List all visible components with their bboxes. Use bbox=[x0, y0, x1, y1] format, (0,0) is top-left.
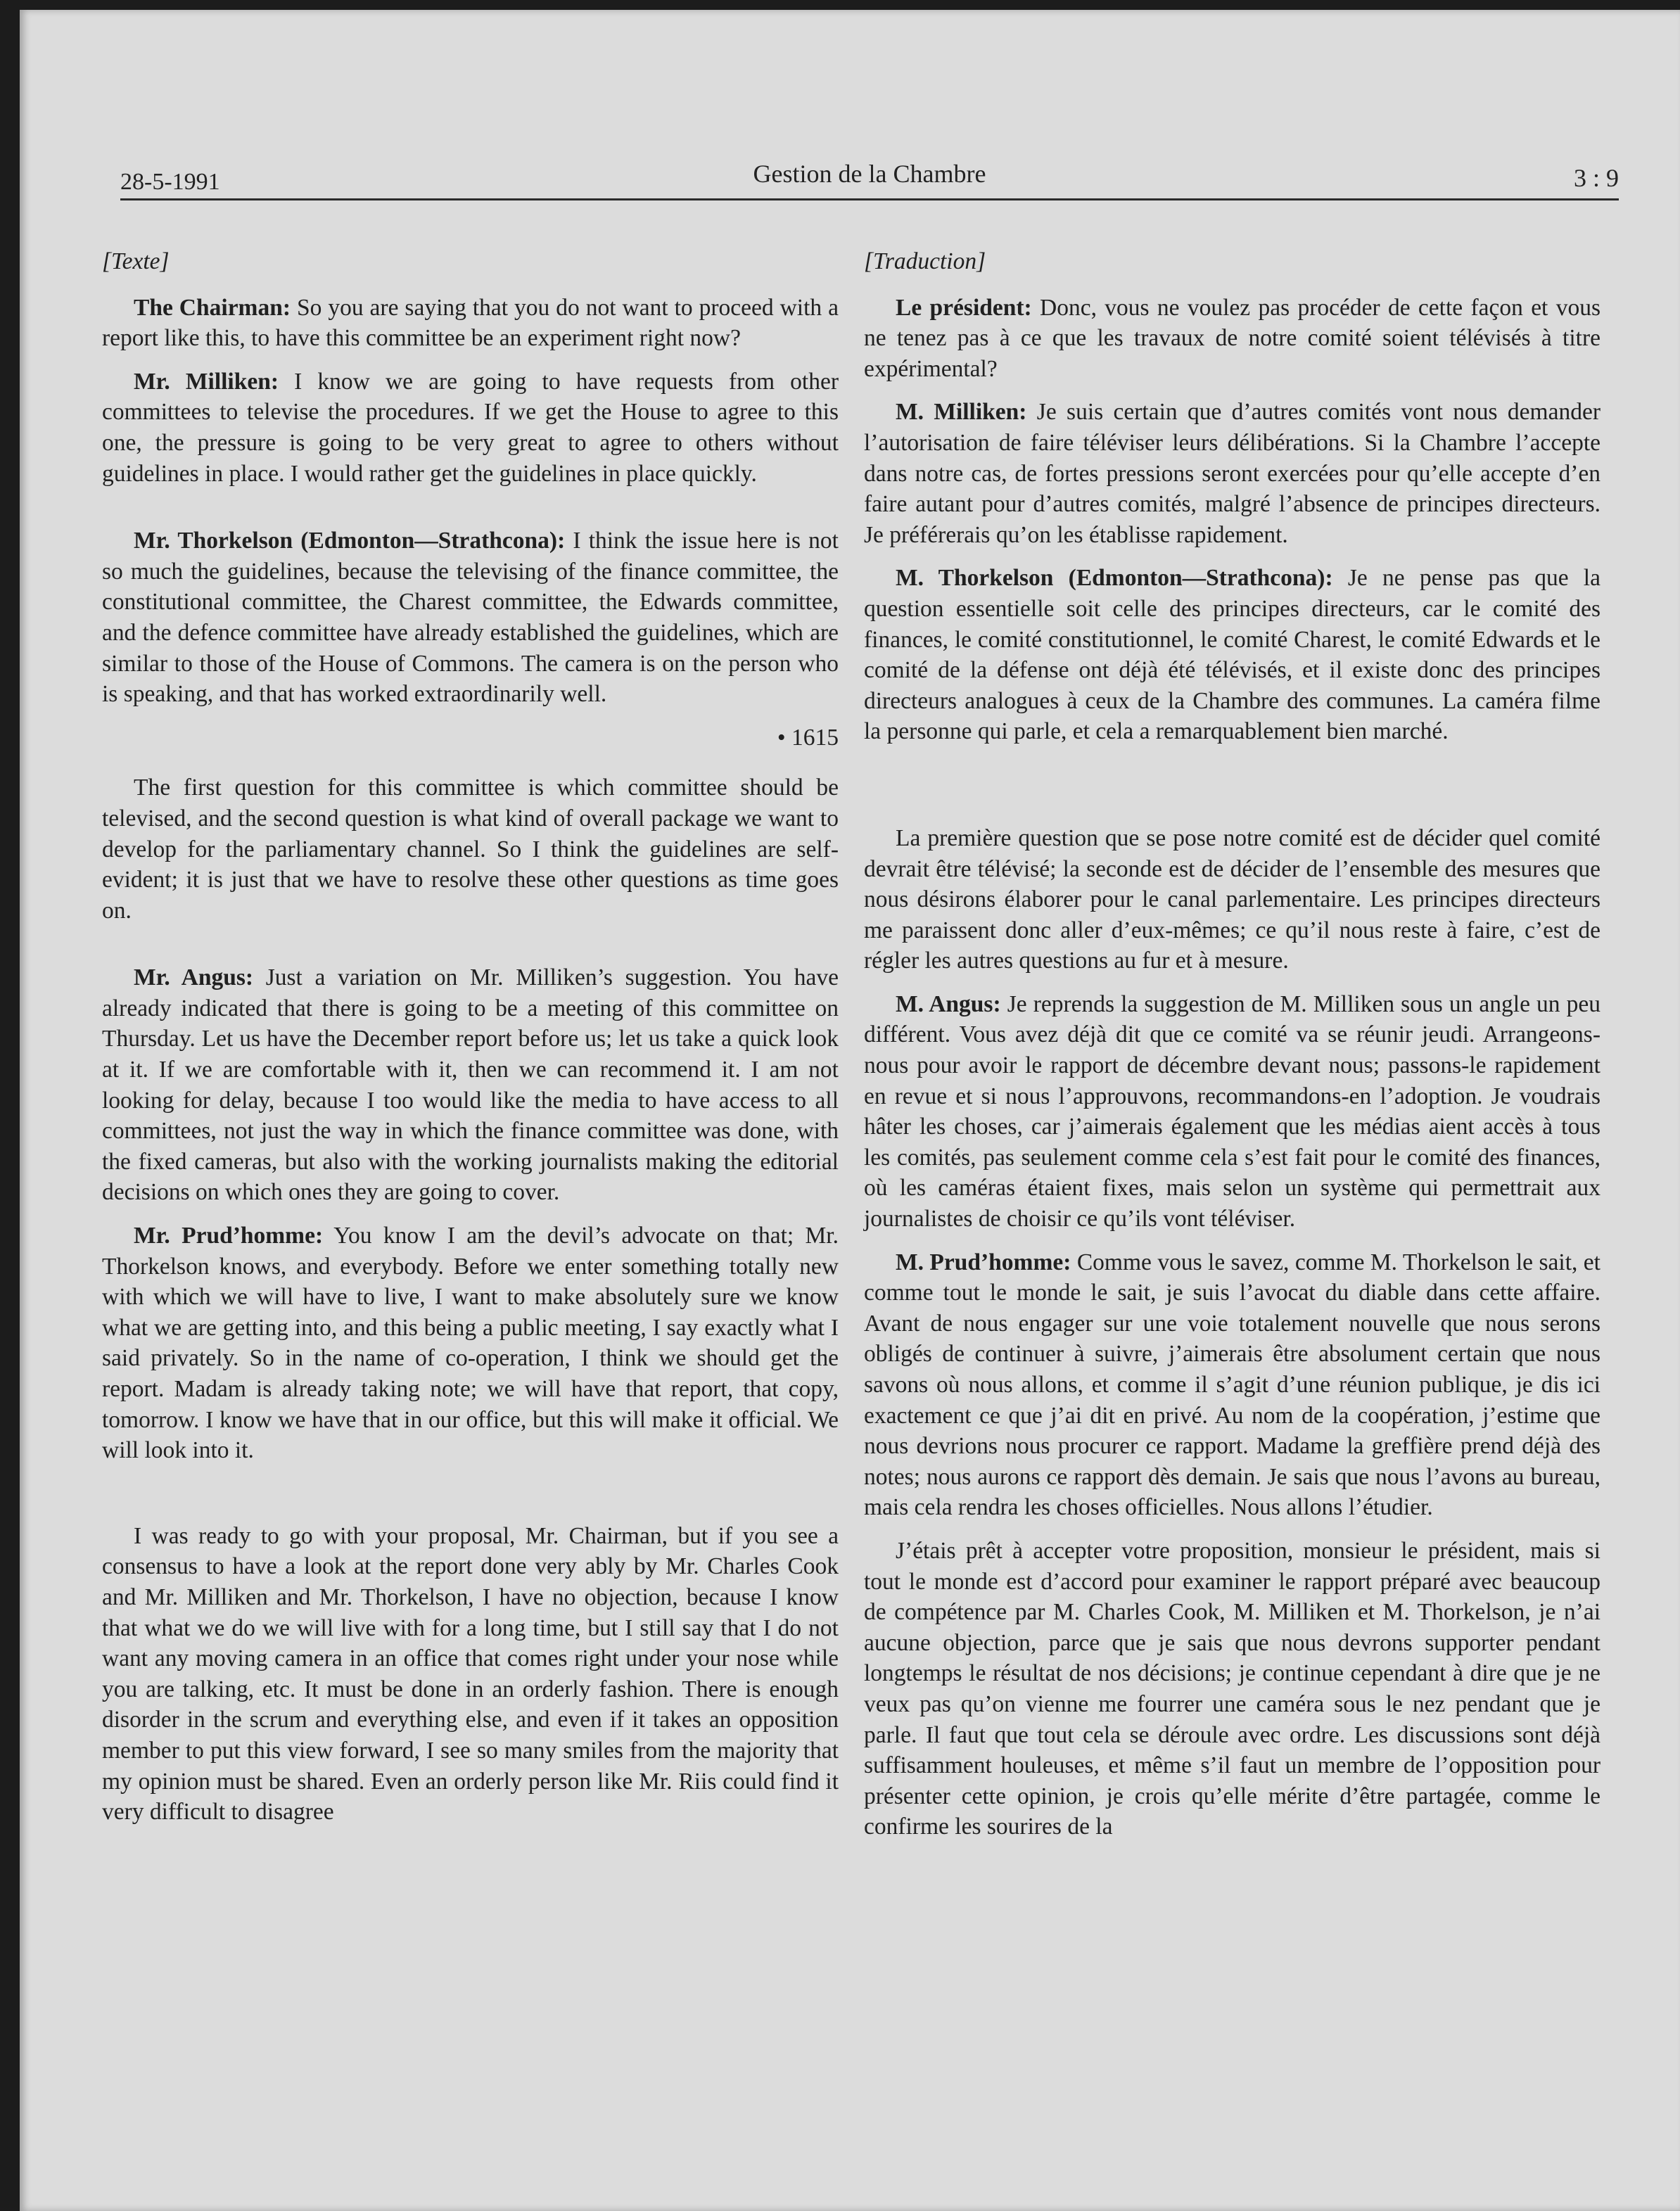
speech-text: I know we are going to have requests from other committees to televise the procedures. If we get the House to agree to this one, the pressure is going to be very great to agree to others without guidelines in place. I would rather get the guidelines in place quickly. bbox=[102, 368, 839, 487]
speaker-name: Mr. Prud’homme: bbox=[134, 1223, 324, 1249]
header-page-number: 3 : 9 bbox=[1573, 164, 1619, 192]
column-label: [Traduction] bbox=[864, 248, 986, 274]
paragraph bbox=[102, 1221, 839, 1466]
speaker-name: Mr. Thorkelson (Edmonton—Strathcona): bbox=[134, 528, 566, 554]
paragraph bbox=[864, 989, 1601, 1235]
english-column bbox=[102, 246, 839, 1840]
speaker-name: Le président: bbox=[896, 294, 1032, 321]
paragraph bbox=[102, 962, 839, 1208]
speech-text: You know I am the devil’s advocate on that; Mr. Thorkelson knows, and everybody. Before we enter something totally new with which we will have to live, I want to make absolutely sure we know what we are getting into, and this being a public meeting, I say exactly what I said privately. So in the name of co-operation, I think we should get the report. Madam is already taking note; we will have that report, that copy, tomorrow. I know we have that in our office, but this will make it official. We will look into it. bbox=[102, 1223, 839, 1464]
speech-text: Comme vous le savez, comme M. Thorkelson le sait, et comme tout le monde le sait, je suis l’avocat du diable dans cette affaire. Avant de nous engager sur une voie totalement nouvelle que nous serons obligés de continuer à suivre, j’aimerais être absolument certain que nous savons où nous allons, et comme il s’agit d’une réunion publique, je dis ici exactement ce que j’ai dit en privé. Au nom de la coopération, j’estime que nous devrions nous procurer ce rapport. Madame la greffière prend déjà des notes; nous aurons ce rapport dès demain. Je sais que nous l’avons au bureau, mais cela rendra les choses officielles. Nous allons l’étudier. bbox=[864, 1249, 1601, 1521]
speaker-name: Mr. Milliken: bbox=[134, 368, 279, 395]
paragraph bbox=[102, 293, 839, 354]
speech-text: I think the issue here is not so much the guidelines, because the televising of the finance committee, the constitutional committee, the Charest committee, the Edwards committee, and the defence committee have already established the guidelines, which are similar to those of the House of Commons. The camera is on the person who is speaking, and that has worked extraordinarily well. bbox=[102, 528, 839, 708]
speaker-name: M. Prud’homme: bbox=[896, 1249, 1071, 1275]
paragraph: The first question for this committee is which committee should be televised, and the second question is what kind of overall package we want to develop for the parliamentary channel. So I think the guidelines are self-evident; it is just that we have to resolve these other questions as time goes on. bbox=[102, 775, 839, 924]
paragraph: I was ready to go with your proposal, Mr. Chairman, but if you see a consensus to have a look at the report done very ably by Mr. Charles Cook and Mr. Milliken and Mr. Thorkelson, I have no objection, because I know that what we do we will live with for a long time, but I still say that I do not want any moving camera in an office that comes right under your nose while you are talking, etc. It must be done in an orderly fashion. There is enough disorder in the scrum and everything else, and even if it takes an opposition member to put this view forward, I see so many smiles from the majority that my opinion must be shared. Even an orderly person like Mr. Riis could find it very difficult to disagree bbox=[102, 1522, 839, 1825]
french-column bbox=[864, 246, 1601, 1855]
speaker-name: The Chairman: bbox=[134, 294, 291, 321]
speech-text: So you are saying that you do not want to proceed with a report like this, to have this committee be an experiment right now? bbox=[102, 294, 839, 352]
time-stamp: • 1615 bbox=[777, 724, 839, 751]
paragraph bbox=[864, 563, 1601, 747]
header-date: 28-5-1991 bbox=[120, 169, 220, 195]
speaker-name: M. Angus: bbox=[896, 990, 1001, 1017]
paragraph bbox=[102, 367, 839, 489]
column-label: [Texte] bbox=[102, 248, 170, 274]
page-header bbox=[120, 159, 1619, 198]
speaker-name: M. Milliken: bbox=[896, 399, 1027, 426]
speech-text: Just a variation on Mr. Milliken’s suggestion. You have already indicated that there is going to be a meeting of this committee on Thursday. Let us have the December report before us; let us take a quick look at it. If we are comfortable with it, then we can recommend it. I am not looking for delay, because I too would like the media to have access to all committees, not just the way in which the finance committee was done, with the fixed cameras, but also with the working journalists making the editorial decisions on which ones they are going to cover. bbox=[102, 964, 839, 1206]
paragraph bbox=[102, 525, 839, 710]
speaker-name: M. Thorkelson (Edmonton—Strathcona): bbox=[896, 565, 1333, 592]
speaker-name: Mr. Angus: bbox=[134, 964, 254, 991]
paragraph: La première question que se pose notre comité est de décider quel comité devrait être télévisé; la seconde est de décider de l’ensemble des mesures que nous désirons élaborer pour le canal parlementaire. Les principes directeurs me paraissent donc aller d’eux-mêmes; ce qu’il nous reste à faire, c’est de régler les autres questions au fur et à mesure. bbox=[864, 824, 1601, 974]
speech-text: Donc, vous ne voulez pas procéder de cette façon et vous ne tenez pas à ce que les travaux de notre comité soient télévisés à titre expérimental? bbox=[864, 294, 1601, 382]
speech-text: Je ne pense pas que la question essentielle soit celle des principes directeurs, car le comité des finances, le comité constitutionnel, le comité Charest, le comité Edwards et le comité de la défense ont déjà été télévisés, et il existe donc des principes directeurs analogues à ceux de la Chambre des communes. La caméra filme la personne qui parle, et cela a remarquablement bien marché. bbox=[864, 565, 1601, 745]
speech-text: Je suis certain que d’autres comités vont nous demander l’autorisation de faire téléviser leurs délibérations. Si la Chambre l’accepte dans notre cas, de fortes pressions seront exercées pour qu’elle accepte d’en faire autant pour d’autres comités, malgré l’absence de principes directeurs. Je préférerais qu’on les établisse rapidement. bbox=[864, 399, 1601, 548]
paragraph bbox=[864, 1247, 1601, 1523]
header-title: Gestion de la Chambre bbox=[753, 160, 986, 188]
document-page bbox=[20, 10, 1680, 2211]
header-rule bbox=[120, 198, 1619, 200]
speech-text: Je reprends la suggestion de M. Milliken sous un angle un peu différent. Vous avez déjà dit que ce comité va se réunir jeudi. Arrangeons-nous pour avoir le rapport de décembre devant nous; passons-le rapidement en revue et si nous l’approuvons, recommandons-en l’adoption. Je voudrais hâter les choses, car j’aimerais également que les médias aient accès à tous les comités, pas seulement comme cela s’est fait pour le comité des finances, où les caméras étaient fixes, mais selon un système qui permettrait aux journalistes de choisir ce qu’ils vont téléviser. bbox=[864, 990, 1601, 1232]
paragraph bbox=[864, 293, 1601, 385]
paragraph: J’étais prêt à accepter votre proposition, monsieur le président, mais si tout le monde est d’accord pour examiner le rapport préparé avec beaucoup de compétence par M. Charles Cook, M. Milliken et M. Thorkelson, je n’ai aucune objection, parce que je sais que nous devrons supporter pendant longtemps le résultat de nos décisions; je continue cependant à dire que je ne veux pas qu’on vienne me fourrer une caméra sous le nez pendant que je parle. Il faut que tout cela se déroule avec ordre. Les discussions sont déjà suffisamment houleuses, et même s’il faut un membre de l’opposition pour présenter cette opinion, je crois qu’elle mérite d’être partagée, comme le confirme les sourires de la bbox=[864, 1537, 1601, 1840]
paragraph bbox=[864, 397, 1601, 550]
